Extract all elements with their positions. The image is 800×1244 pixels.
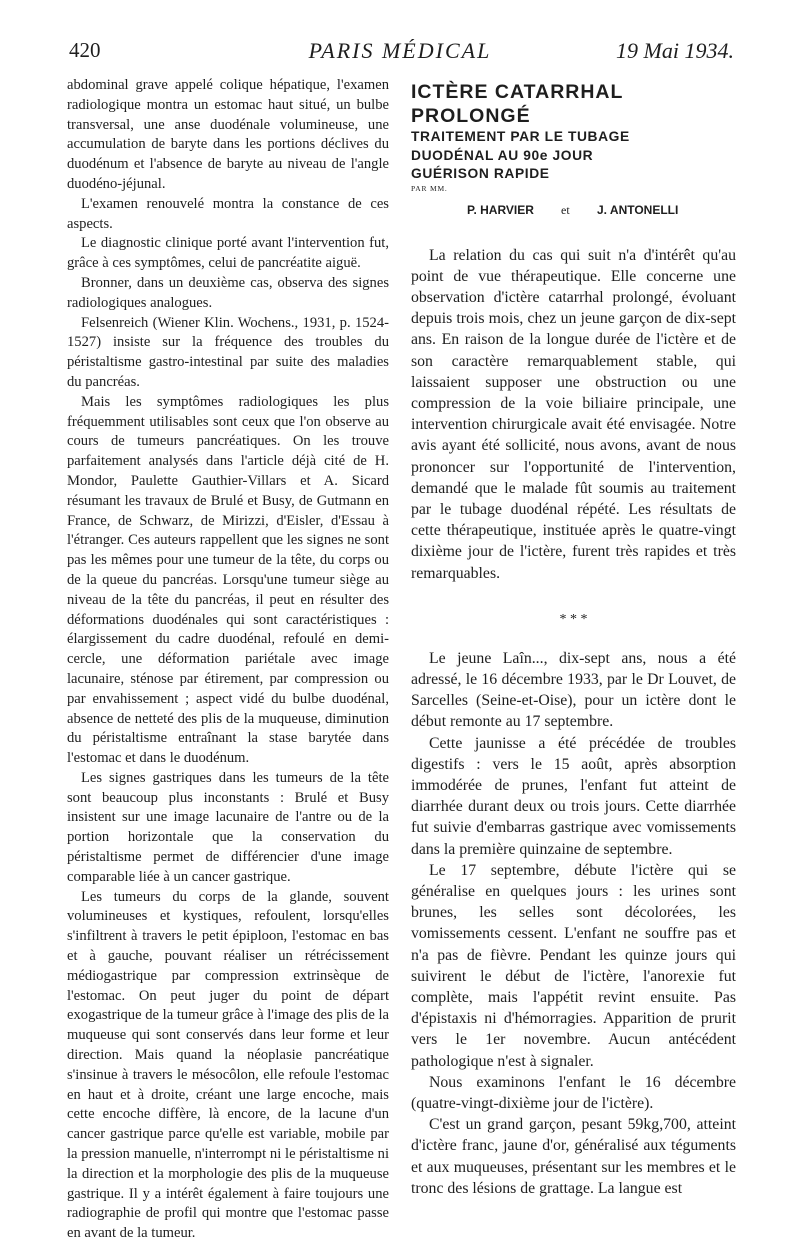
article-paragraph: Le jeune Laîn..., dix-sept ans, nous a été adressé, le 16 décembre 1933, par le Dr Louvet, de Sarcelles (Seine-et-Oise), pour un ictère dont le début remonte au 17 septembre.: [411, 649, 736, 731]
author-name: J. ANTONELLI: [597, 202, 679, 217]
left-paragraph: Le diagnostic clinique porté avant l'intervention fut, grâce à ces symptômes, celui de pancréatite aiguë.: [67, 235, 389, 272]
article-intro: La relation du cas qui suit n'a d'intérêt qu'au point de vue thérapeutique. Elle concerne une observation d'ictère catarrhal prolongé, évoluant depuis trois mois, chez un jeune garçon de dix-sept ans. En raison de la longue durée de l'ictère et de son caractère remarquablement stable, qui laissaient supposer une obstruction ou une compression de la voie biliaire principale, une intervention chirurgicale avait été envisagée. Notre avis ayant été sollicité, nous avons, avant de nous prononcer sur l'opportunité de l'intervention, demandé que le malade fût soumis au traitement par le tubage duodénal répété. Les résultats de cette thérapeutique, instituée après le quatre-vingt dixième jour de l'ictère, furent très rapides et très remarquables.: [411, 246, 736, 582]
left-paragraph: Les tumeurs du corps de la glande, souvent volumineuses et kystiques, refoulent, lorsqu'elles s'infiltrent à travers le petit épiploon, l'estomac en bas et à gauche, pouvant réaliser un rétrécissement médiogastrique par compression extrinsèque de l'estomac. On peut juger du point de départ exogastrique de la tumeur grâce à l'image des plis de la muqueuse qui sont conservés dans leur forme et leur direction. Mais quand la néoplasie pancréatique s'insinue à travers le mésocôlon, elle refoule l'estomac en haut et à droite, créant une large encoche, mais cette encoche diffère, là encore, de la lacune d'un cancer gastrique parce qu'elle est variable, mobile par la pression manuelle, n'interrompt ni le péristaltisme ni la direction et la morphologie des plis de la muqueuse gastrique. Il y a intérêt également à faire toujours une radiographie de profil qui montre que l'estomac passe en avant de la tumeur.: [67, 888, 389, 1242]
article-title: [411, 80, 736, 128]
left-paragraph: Felsenreich (Wiener Klin. Wochens., 1931, p. 1524-1527) insiste sur la fréquence des troubles du péristaltisme gastro-intestinal par suite des maladies du pancréas.: [67, 314, 389, 390]
running-header: [0, 38, 800, 68]
authors: [411, 203, 736, 221]
left-paragraph: abdominal grave appelé colique hépatique, l'examen radiologique montra un estomac haut situé, un bulbe transversal, une anse duodénale volumineuse, une accumulation de baryte dans les portions déclives du duodénum et l'absence de baryte au niveau de l'angle duodéno-jéjunal.: [67, 77, 389, 192]
article-subtitle: [411, 128, 736, 184]
left-paragraph: Mais les symptômes radiologiques les plus fréquemment utilisables sont ceux que l'on observe au cours de tumeurs pancréatiques. On les trouve parfaitement analysés dans l'article déjà cité de H. Mondor, Paulette Gauthier-Villars et A. Sicard résumant les travaux de Brulé et Busy, de Gutmann en France, de Schwarz, de Mirizzi, d'Eisler, d'Essau à l'étranger. Ces auteurs rappellent que les signes ne sont pas les mêmes pour une tumeur de la tête, du corps ou de la queue du pancréas. Lorsqu'une tumeur siège au niveau de la tête du pancréas, il peut en résulter des déformations duodénales qui sont caractéristiques : élargissement du cadre duodénal, refoulé en demi-cercle, une déformation pariétale avec image lacunaire, sténose par étirement, par compression ou par envahissement ; aspect vidé du bulbe duodénal, absence de netteté des plis de la muqueuse, diminution du péristaltisme entraînant la stase barytée dans l'estomac et dans le duodénum.: [67, 393, 389, 767]
left-paragraph: L'examen renouvelé montra la constance de ces aspects.: [67, 195, 389, 232]
right-column: [411, 80, 736, 1199]
author-conjunction: et: [561, 202, 570, 217]
page-number: 420: [69, 38, 101, 62]
section-separator: * * *: [559, 611, 588, 627]
journal-title: PARIS MÉDICAL: [308, 38, 492, 63]
author-name: P. HARVIER: [467, 202, 534, 217]
article-title-line: PROLONGÉ: [411, 105, 531, 127]
article-body: [411, 245, 736, 1200]
article-title-line: ICTÈRE CATARRHAL: [411, 81, 624, 103]
byline-par: PAR MM.: [411, 183, 448, 193]
article-paragraph: Cette jaunisse a été précédée de troubles digestifs : vers le 15 août, après absorption immodérée de prunes, l'enfant fut atteint de diarrhée durant deux ou trois jours. Cette diarrhée fut suivie d'embarras gastrique avec vomissements dans la première quinzaine de septembre.: [411, 734, 736, 858]
article-subtitle-line: GUÉRISON RAPIDE: [411, 166, 550, 181]
left-paragraph: Bronner, dans un deuxième cas, observa des signes radiologiques analogues.: [67, 274, 389, 311]
left-column: [67, 76, 389, 1244]
left-paragraph: Les signes gastriques dans les tumeurs de la tête sont beaucoup plus inconstants : Brulé et Busy insistent sur une image lacunaire de l'antre ou de la portion horizontale que la conservation du péristaltisme permet de différencier d'une image comparable liée à un cancer gastrique.: [67, 769, 389, 885]
article-paragraph: Nous examinons l'enfant le 16 décembre (quatre-vingt-dixième jour de l'ictère).: [411, 1073, 736, 1113]
article-subtitle-line: TRAITEMENT PAR LE TUBAGE: [411, 129, 630, 144]
article-subtitle-line: DUODÉNAL AU 90e JOUR: [411, 147, 594, 163]
article-paragraph: C'est un grand garçon, pesant 59kg,700, atteint d'ictère franc, jaune d'or, généralisé aux téguments et aux muqueuses, présentant sur les membres et le tronc des lésions de grattage. La langue est: [411, 1116, 736, 1197]
issue-date: 19 Mai 1934.: [616, 38, 734, 63]
article-paragraph: Le 17 septembre, débute l'ictère qui se généralise en quelques jours : les urines sont brunes, les selles sont décolorées, les vomissements cessent. L'enfant ne souffre pas et n'a pas de fièvre. Pendant les quinze jours qui suivirent le début de l'ictère, l'anorexie fut complète, mais l'appétit revint ensuite. Pas d'épistaxis ni d'hémorragies. Apparition de prurit vers le 1er novembre. Aucun antécédent pathologique n'est à signaler.: [411, 861, 736, 1070]
